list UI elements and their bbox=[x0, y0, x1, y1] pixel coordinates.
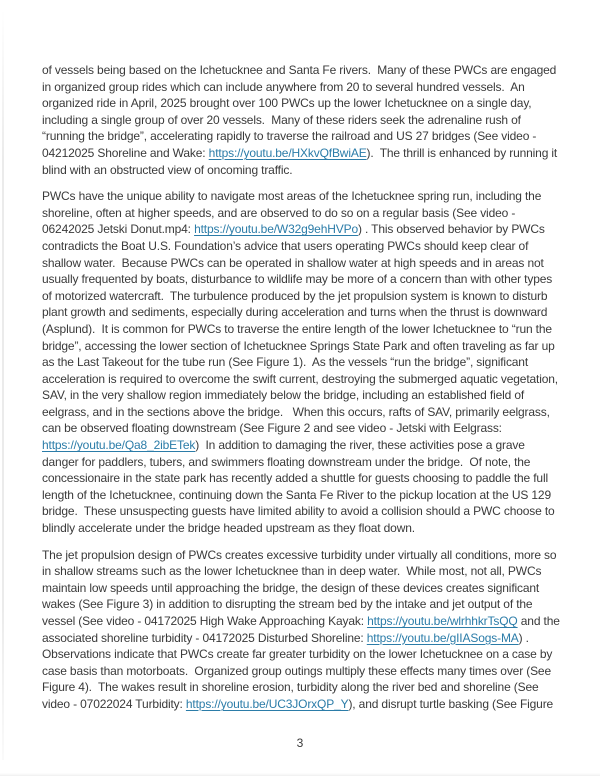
page-number: 3 bbox=[296, 736, 304, 750]
hyperlink[interactable]: https://youtu.be/UC3JOrxQP_Y bbox=[185, 696, 349, 711]
text-run: ). The thrill is enhanced by running it blind with an obstructed view of oncoming traffic. bbox=[42, 145, 561, 177]
text-run: ), and disrupt turtle basking (See Figure bbox=[348, 696, 554, 711]
paragraph-1 bbox=[42, 62, 563, 178]
hyperlink[interactable]: https://youtu.be/gIIASogs-MA bbox=[366, 630, 519, 645]
text-run: PWCs have the unique ability to navigate most areas of the Ichetucknee spring run, including the shoreline, often at higher speeds, and are observed to do so on a regular basis (See video - 06242025 Jetski Donut.mp4: bbox=[42, 189, 545, 237]
document-body bbox=[42, 62, 563, 723]
text-run: and the associated shoreline turbidity - 04172025 Disturbed Shoreline: bbox=[42, 614, 563, 645]
text-run: ) . This observed behavior by PWCs contradicts the Boat U.S. Foundation’s advice that users operating PWCs should keep clear of shallow water. Because PWCs can be operated in shallow water at high speeds and in areas not usually frequented by boats, disturbance to wildlife may be more of a concern than with other types of motorized watercraft. The turbulence produced by the jet propulsion system is known to disturb plant growth and sediments, especially during acceleration and turns when the thrust is downward (Asplund). It is common for PWCs to traverse the entire length of the lower Ichetucknee to “run the bridge”, accessing the lower section of Ichetucknee Springs State Park and often traveling as far up as the Last Takeout for the tube run (See Figure 1). As the vessels “run the bridge”, significant acceleration is required to overcome the swift current, destroying the submerged aquatic vegetation, SAV, in the very shallow region immediately below the bridge, including an established field of eelgrass, and in the sections above the bridge. When this occurs, rafts of SAV, primarily eelgrass, can be observed floating downstream (See Figure 2 and see video - Jetski with Eelgrass: bbox=[42, 222, 562, 436]
paragraph-2 bbox=[42, 188, 563, 536]
text-run: ) In addition to damaging the river, these activities pose a grave danger for paddlers, tubers, and swimmers floating downstream under the bridge. Of note, the concessionaire in the state park has recently added a shuttle for guests choosing to paddle the full length of the Ichetucknee, continuing down the Santa Fe River to the pickup location at the US 129 bridge. These unsuspecting guests have limited ability to avoid a collision should a PWC choose to blindly accelerate under the bridge headed upstream as they float down. bbox=[42, 438, 558, 536]
hyperlink[interactable]: https://youtu.be/Qa8_2ibETek bbox=[42, 438, 196, 453]
text-run: The jet propulsion design of PWCs creates excessive turbidity under virtually all conditions, more so in shallow streams such as the lower Ichetucknee than in deep water. While most, not all, PWCs maintain low speeds until approaching the bridge, the design of these devices creates significant wakes (See Figure 3) in addition to disrupting the stream bed by the intake and jet output of the vessel (See video - 04172025 High Wake Approaching Kayak: bbox=[42, 547, 560, 628]
hyperlink[interactable]: https://youtu.be/wlrhhkrTsQQ bbox=[367, 614, 518, 628]
page-footer bbox=[0, 736, 600, 750]
paragraph-3 bbox=[42, 547, 563, 713]
hyperlink[interactable]: https://youtu.be/HXkvQfBwiAE bbox=[208, 145, 367, 160]
text-run: of vessels being based on the Ichetucknee and Santa Fe rivers. Many of these PWCs are engaged in organized group rides which can include anywhere from 20 to several hundred vessels. An organized ride in April, 2025 brought over 100 PWCs up the lower Ichetucknee on a single day, including a single group of over 20 vessels. Many of these riders seek the adrenaline rush of “running the bridge”, accelerating rapidly to traverse the railroad and US 27 bridges (See video - 04212025 Shoreline and Wake: bbox=[42, 63, 560, 160]
hyperlink[interactable]: https://youtu.be/W32g9ehHVPo bbox=[194, 222, 358, 237]
page-edge-line bbox=[2, 8, 4, 760]
text-run: ) . Observations indicate that PWCs create far greater turbidity on the lower Ichetucknee on a case by case basis than motorboats. Organized group outings multiply these effects many times over (See Figure 4). The wakes result in shoreline erosion, turbidity along the river bed and shoreline (See video - 07022024 Turbidity: bbox=[42, 630, 556, 711]
